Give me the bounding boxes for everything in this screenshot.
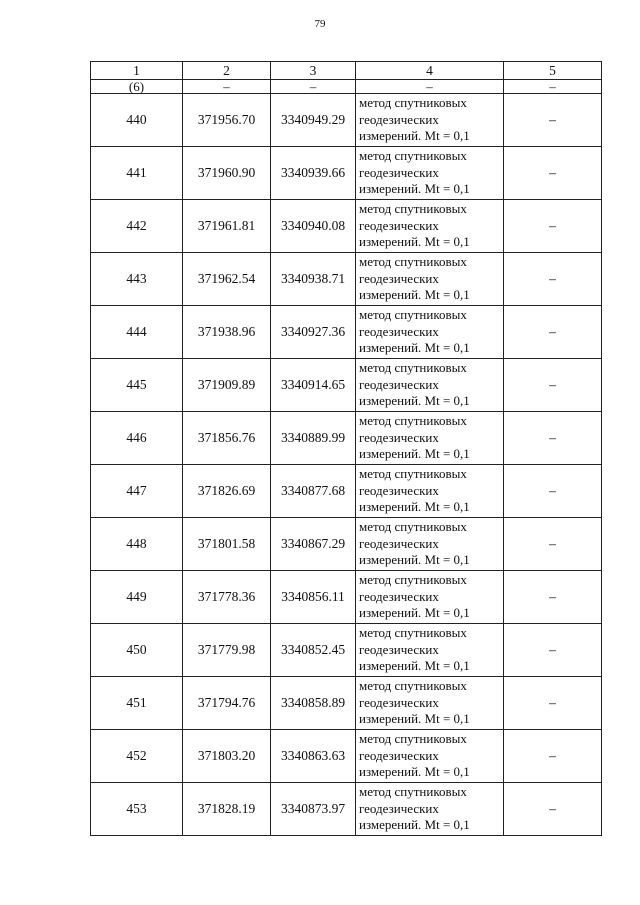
column-5-cell: – — [504, 253, 602, 306]
point-number-cell: 442 — [91, 200, 183, 253]
header-row — [91, 62, 602, 80]
point-number-cell: 449 — [91, 571, 183, 624]
point-number-cell: 447 — [91, 465, 183, 518]
y-coordinate-cell: 3340939.66 — [271, 147, 356, 200]
method-line: геодезических — [359, 323, 439, 339]
method-line: геодезических — [359, 800, 439, 816]
method-line: геодезических — [359, 429, 439, 445]
point-number-cell: 440 — [91, 94, 183, 147]
column-5-cell: – — [504, 94, 602, 147]
table-row — [91, 94, 602, 147]
method-line: метод спутниковых — [359, 784, 467, 800]
table-row — [91, 571, 602, 624]
table-row — [91, 783, 602, 836]
method-line: измерений. Mt = 0,1 — [359, 287, 470, 303]
method-line: метод спутниковых — [359, 572, 467, 588]
x-coordinate-cell: 371909.89 — [183, 359, 271, 412]
method-line: метод спутниковых — [359, 731, 467, 747]
method-cell — [356, 200, 504, 253]
y-coordinate-cell: 3340889.99 — [271, 412, 356, 465]
y-coordinate-cell: 3340914.65 — [271, 359, 356, 412]
x-coordinate-cell: 371956.70 — [183, 94, 271, 147]
point-number-cell: 448 — [91, 518, 183, 571]
method-cell — [356, 306, 504, 359]
table-row — [91, 677, 602, 730]
table-row — [91, 200, 602, 253]
method-cell — [356, 147, 504, 200]
column-5-cell: – — [504, 571, 602, 624]
table-row — [91, 412, 602, 465]
method-line: геодезических — [359, 482, 439, 498]
method-line: метод спутниковых — [359, 519, 467, 535]
x-coordinate-cell: 371794.76 — [183, 677, 271, 730]
method-cell — [356, 783, 504, 836]
y-coordinate-cell: 3340856.11 — [271, 571, 356, 624]
method-line: геодезических — [359, 535, 439, 551]
method-line: измерений. Mt = 0,1 — [359, 658, 470, 674]
y-coordinate-cell: 3340867.29 — [271, 518, 356, 571]
column-5-cell: – — [504, 359, 602, 412]
method-line: измерений. Mt = 0,1 — [359, 711, 470, 727]
table-row — [91, 730, 602, 783]
x-coordinate-cell: 371962.54 — [183, 253, 271, 306]
point-number-cell: 445 — [91, 359, 183, 412]
page-number: 79 — [314, 18, 326, 30]
x-coordinate-cell: 371778.36 — [183, 571, 271, 624]
x-coordinate-cell: 371828.19 — [183, 783, 271, 836]
point-number-cell: 441 — [91, 147, 183, 200]
y-coordinate-cell: 3340940.08 — [271, 200, 356, 253]
table-row — [91, 253, 602, 306]
column-5-cell: – — [504, 783, 602, 836]
method-line: метод спутниковых — [359, 307, 467, 323]
column-5-cell: – — [504, 465, 602, 518]
method-line: измерений. Mt = 0,1 — [359, 552, 470, 568]
header-cell-5: 5 — [504, 62, 602, 80]
x-coordinate-cell: 371938.96 — [183, 306, 271, 359]
method-cell — [356, 571, 504, 624]
y-coordinate-cell: 3340949.29 — [271, 94, 356, 147]
table-row — [91, 465, 602, 518]
method-line: метод спутниковых — [359, 678, 467, 694]
method-line: метод спутниковых — [359, 148, 467, 164]
subheader-cell-4: – — [356, 80, 504, 94]
method-line: измерений. Mt = 0,1 — [359, 340, 470, 356]
y-coordinate-cell: 3340927.36 — [271, 306, 356, 359]
header-cell-4: 4 — [356, 62, 504, 80]
x-coordinate-cell: 371960.90 — [183, 147, 271, 200]
column-5-cell: – — [504, 677, 602, 730]
method-line: измерений. Mt = 0,1 — [359, 605, 470, 621]
point-number-cell: 444 — [91, 306, 183, 359]
method-cell — [356, 518, 504, 571]
subheader-cell-5: – — [504, 80, 602, 94]
column-5-cell: – — [504, 412, 602, 465]
method-line: измерений. Mt = 0,1 — [359, 234, 470, 250]
method-line: измерений. Mt = 0,1 — [359, 128, 470, 144]
method-cell — [356, 253, 504, 306]
y-coordinate-cell: 3340858.89 — [271, 677, 356, 730]
table-row — [91, 518, 602, 571]
column-5-cell: – — [504, 200, 602, 253]
method-line: измерений. Mt = 0,1 — [359, 817, 470, 833]
point-number-cell: 453 — [91, 783, 183, 836]
method-line: геодезических — [359, 694, 439, 710]
coordinates-table — [90, 61, 602, 836]
x-coordinate-cell: 371801.58 — [183, 518, 271, 571]
method-line: геодезических — [359, 270, 439, 286]
y-coordinate-cell: 3340938.71 — [271, 253, 356, 306]
method-line: метод спутниковых — [359, 254, 467, 270]
x-coordinate-cell: 371856.76 — [183, 412, 271, 465]
x-coordinate-cell: 371961.81 — [183, 200, 271, 253]
method-line: геодезических — [359, 164, 439, 180]
method-line: измерений. Mt = 0,1 — [359, 181, 470, 197]
column-5-cell: – — [504, 147, 602, 200]
column-5-cell: – — [504, 306, 602, 359]
y-coordinate-cell: 3340877.68 — [271, 465, 356, 518]
x-coordinate-cell: 371826.69 — [183, 465, 271, 518]
y-coordinate-cell: 3340852.45 — [271, 624, 356, 677]
point-number-cell: 452 — [91, 730, 183, 783]
method-line: измерений. Mt = 0,1 — [359, 764, 470, 780]
method-cell — [356, 412, 504, 465]
method-line: измерений. Mt = 0,1 — [359, 499, 470, 515]
method-line: геодезических — [359, 588, 439, 604]
method-line: измерений. Mt = 0,1 — [359, 393, 470, 409]
method-line: геодезических — [359, 747, 439, 763]
method-line: геодезических — [359, 111, 439, 127]
method-line: метод спутниковых — [359, 360, 467, 376]
method-line: метод спутниковых — [359, 201, 467, 217]
header-cell-1: 1 — [91, 62, 183, 80]
column-5-cell: – — [504, 518, 602, 571]
method-cell — [356, 465, 504, 518]
method-line: метод спутниковых — [359, 625, 467, 641]
y-coordinate-cell: 3340873.97 — [271, 783, 356, 836]
table-row — [91, 147, 602, 200]
column-5-cell: – — [504, 624, 602, 677]
method-cell — [356, 94, 504, 147]
header-cell-3: 3 — [271, 62, 356, 80]
y-coordinate-cell: 3340863.63 — [271, 730, 356, 783]
point-number-cell: 451 — [91, 677, 183, 730]
point-number-cell: 450 — [91, 624, 183, 677]
method-cell — [356, 359, 504, 412]
method-line: геодезических — [359, 217, 439, 233]
table-row — [91, 624, 602, 677]
column-5-cell: – — [504, 730, 602, 783]
method-line: геодезических — [359, 376, 439, 392]
point-number-cell: 446 — [91, 412, 183, 465]
method-line: метод спутниковых — [359, 95, 467, 111]
table-row — [91, 359, 602, 412]
subheader-cell-3: – — [271, 80, 356, 94]
method-cell — [356, 730, 504, 783]
table-row — [91, 306, 602, 359]
method-line: метод спутниковых — [359, 413, 467, 429]
x-coordinate-cell: 371803.20 — [183, 730, 271, 783]
method-cell — [356, 677, 504, 730]
method-line: метод спутниковых — [359, 466, 467, 482]
method-cell — [356, 624, 504, 677]
method-line: измерений. Mt = 0,1 — [359, 446, 470, 462]
method-line: геодезических — [359, 641, 439, 657]
x-coordinate-cell: 371779.98 — [183, 624, 271, 677]
subheader-row — [91, 80, 602, 94]
subheader-cell-1: (6) — [91, 80, 183, 94]
point-number-cell: 443 — [91, 253, 183, 306]
subheader-cell-2: – — [183, 80, 271, 94]
header-cell-2: 2 — [183, 62, 271, 80]
table-body — [91, 62, 602, 836]
